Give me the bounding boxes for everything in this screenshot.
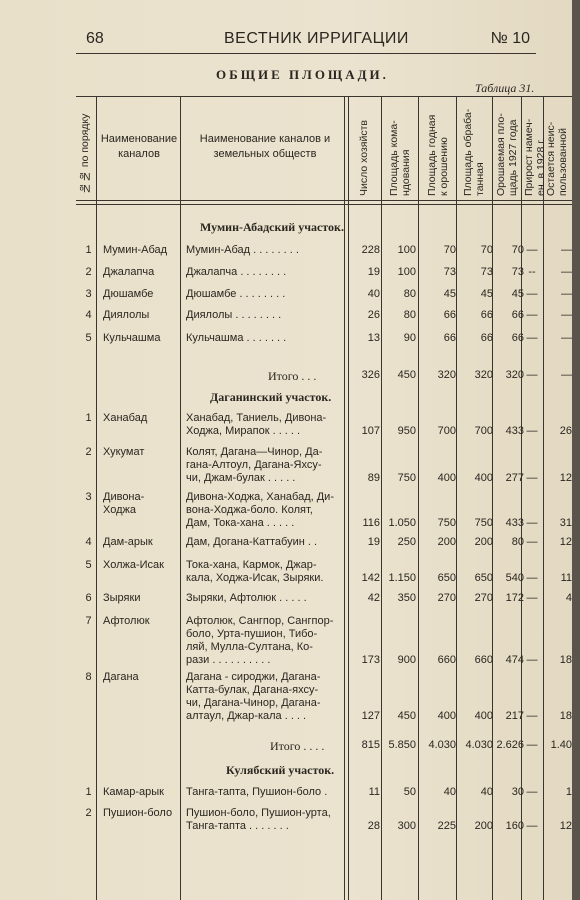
cell-households: 13 (367, 332, 380, 344)
cell-remaining: 18 (559, 710, 572, 722)
cell-area-worked: 66 (480, 309, 493, 321)
row-number: 2 (85, 807, 92, 819)
cell-area-command: 1.050 (388, 517, 416, 529)
society-names: Ханабад, Таниель, Дивона- Ходжа, Мирапок . . . . . (186, 412, 327, 437)
cell-increase-1928: — (526, 592, 538, 604)
total-cell-remaining: — (561, 369, 572, 381)
row-number: 2 (85, 446, 92, 458)
cell-households: 11 (368, 786, 380, 798)
col-header-remaining: Остается неис- пользованной (545, 121, 569, 196)
col-rule (381, 96, 382, 900)
total-cell-area-command: 450 (397, 369, 416, 381)
total-cell-irrigated-1927: 320 (505, 369, 524, 381)
society-names: Пушион-боло, Пушион-урта, Танга-тапта . . . . . . . (186, 807, 331, 832)
col-header-societies: Наименование каналов и земельных обществ (199, 133, 331, 161)
cell-area-fit: 400 (437, 472, 456, 484)
cell-area-worked: 660 (474, 654, 493, 666)
cell-remaining: 12 (559, 820, 572, 832)
cell-area-fit: 700 (437, 425, 456, 437)
cell-area-command: 80 (403, 309, 416, 321)
cell-increase-1928: — (526, 710, 538, 722)
cell-area-fit: 66 (443, 332, 456, 344)
total-cell-increase-1928: — (526, 369, 538, 381)
cell-households: 228 (361, 244, 380, 256)
cell-households: 19 (367, 536, 380, 548)
cell-area-worked: 45 (480, 288, 493, 300)
cell-area-fit: 750 (437, 517, 456, 529)
col-rule (418, 96, 419, 900)
cell-area-fit: 66 (443, 309, 456, 321)
cell-area-command: 750 (397, 472, 416, 484)
cell-area-worked: 650 (474, 572, 493, 584)
total-cell-households: 326 (361, 369, 380, 381)
cell-area-worked: 40 (480, 786, 493, 798)
cell-irrigated-1927: 66 (511, 309, 524, 321)
cell-remaining: — (561, 288, 572, 300)
cell-increase-1928: -- (528, 266, 536, 278)
cell-area-command: 250 (397, 536, 416, 548)
total-cell-area-fit: 4.030 (428, 739, 456, 751)
col-header-increase-1928: Прирост намеч- ен. в 1928 г. (523, 118, 547, 196)
cell-increase-1928: — (526, 820, 538, 832)
society-names: Афтолюк, Сангпор, Сангпор- боло, Урта-пушион, Тибо- ляй, Мулла-Султана, Ко- рази . . . . . . . . . . (186, 615, 334, 666)
col-rule (180, 96, 181, 900)
cell-increase-1928: — (526, 472, 538, 484)
cell-remaining: 12 (559, 536, 572, 548)
cell-irrigated-1927: 217 (505, 710, 524, 722)
canal-name: Джалапча (103, 266, 155, 278)
cell-increase-1928: — (526, 536, 538, 548)
cell-area-fit: 225 (437, 820, 456, 832)
total-cell-households: 815 (361, 739, 380, 751)
cell-remaining: 18 (559, 654, 572, 666)
canal-name: Дивона- Ходжа (103, 491, 145, 516)
cell-area-command: 350 (397, 592, 416, 604)
cell-area-fit: 200 (437, 536, 456, 548)
cell-households: 142 (361, 572, 380, 584)
canal-name: Ханабад (103, 412, 148, 424)
row-number: 5 (85, 559, 92, 571)
canal-name: Пушион-боло (103, 807, 173, 819)
cell-area-worked: 200 (474, 536, 493, 548)
cell-remaining: 11 (560, 572, 572, 584)
cell-area-worked: 400 (474, 710, 493, 722)
row-number: 5 (85, 332, 92, 344)
row-number: 3 (85, 491, 92, 503)
total-label: Итого . . . . (270, 739, 325, 753)
cell-area-command: 100 (397, 244, 416, 256)
row-number: 6 (85, 592, 92, 604)
table-label: Таблица 31. (475, 81, 535, 95)
cell-irrigated-1927: 433 (505, 425, 524, 437)
cell-increase-1928: — (526, 517, 538, 529)
society-names: Кульчашма . . . . . . . (186, 332, 287, 344)
cell-area-fit: 40 (443, 786, 456, 798)
cell-increase-1928: — (526, 309, 538, 321)
col-rule (521, 96, 522, 900)
canal-name: Афтолюк (103, 615, 150, 627)
cell-irrigated-1927: 540 (505, 572, 524, 584)
cell-remaining: — (561, 266, 572, 278)
cell-area-worked: 700 (474, 425, 493, 437)
canal-name: Камар-арык (103, 786, 164, 798)
col-rule (456, 96, 457, 900)
society-names: Диялолы . . . . . . . . (186, 309, 282, 321)
canal-name: Хукумат (103, 446, 145, 458)
cell-irrigated-1927: 172 (505, 592, 524, 604)
society-names: Дам, Догана-Каттабуин . . (186, 536, 318, 548)
cell-remaining: — (561, 332, 572, 344)
cell-households: 116 (362, 517, 380, 529)
canal-name: Диялолы (103, 309, 150, 321)
col-header-no: №№ по порядку (79, 113, 91, 194)
journal-title: ВЕСТНИК ИРРИГАЦИИ (224, 30, 409, 47)
cell-area-fit: 660 (437, 654, 456, 666)
cell-area-command: 1.150 (388, 572, 416, 584)
society-names: Танга-тапта, Пушион-боло . (186, 786, 328, 798)
cell-area-command: 900 (397, 654, 416, 666)
cell-increase-1928: — (526, 572, 538, 584)
section-title: Мумин-Абадский участок. (200, 220, 344, 234)
cell-irrigated-1927: 80 (511, 536, 524, 548)
table-top-rule (76, 96, 572, 97)
page-edge-shadow (572, 0, 580, 900)
cell-area-worked: 750 (474, 517, 493, 529)
total-cell-increase-1928: — (526, 739, 538, 751)
canal-name: Зыряки (103, 592, 141, 604)
cell-irrigated-1927: 45 (511, 288, 524, 300)
cell-area-command: 100 (397, 266, 416, 278)
total-cell-area-worked: 320 (474, 369, 493, 381)
row-number: 1 (85, 786, 92, 798)
cell-area-command: 300 (397, 820, 416, 832)
col-header-area-worked: Площадь обраба- танная (462, 108, 486, 196)
col-header-area-command: Площадь кома- ндования (388, 120, 412, 196)
cell-irrigated-1927: 433 (505, 517, 524, 529)
cell-remaining: 12 (559, 472, 572, 484)
cell-irrigated-1927: 474 (505, 654, 524, 666)
society-names: Зыряки, Афтолюк . . . . . (186, 592, 307, 604)
cell-increase-1928: — (526, 654, 538, 666)
total-cell-area-worked: 4.030 (465, 739, 493, 751)
cell-households: 173 (361, 654, 380, 666)
row-number: 4 (85, 309, 92, 321)
canal-name: Дам-арык (103, 536, 153, 548)
cell-area-fit: 650 (437, 572, 456, 584)
cell-irrigated-1927: 30 (511, 786, 524, 798)
total-cell-remaining: 1.40 (550, 739, 572, 751)
total-cell-area-command: 5.850 (388, 739, 416, 751)
row-number: 2 (85, 266, 92, 278)
cell-irrigated-1927: 70 (511, 244, 524, 256)
cell-irrigated-1927: 277 (505, 472, 524, 484)
canal-name: Дюшамбе (103, 288, 154, 300)
col-header-canals: Наименование каналов (100, 133, 178, 161)
canal-name: Дагана (103, 671, 139, 683)
total-cell-area-fit: 320 (437, 369, 456, 381)
cell-remaining: 1 (565, 786, 572, 798)
cell-households: 127 (361, 710, 380, 722)
page-number: 68 (86, 30, 104, 47)
society-names: Мумин-Абад . . . . . . . . (186, 244, 299, 256)
col-header-irrigated-1927: Орошаемая пло- щадь 1927 года (495, 113, 519, 196)
cell-area-fit: 270 (437, 592, 456, 604)
cell-increase-1928: — (526, 786, 538, 798)
cell-area-worked: 73 (480, 266, 493, 278)
total-label: Итого . . . (268, 369, 317, 383)
cell-remaining: — (561, 309, 572, 321)
row-number: 4 (85, 536, 92, 548)
section-title: Даганинский участок. (210, 390, 332, 404)
col-rule (492, 96, 493, 900)
cell-households: 40 (367, 288, 380, 300)
canal-name: Мумин-Абад (103, 244, 168, 256)
header-rule (76, 53, 536, 54)
cell-households: 107 (361, 425, 380, 437)
col-header-area-fit: Площадь годная к орошению (426, 114, 450, 196)
society-names: Дагана - сироджи, Дагана- Катта-булак, Дагана-яхсу- чи, Дагана-Чинор, Дагана- алтаул, Джар-кала . . . . (186, 671, 321, 722)
cell-area-fit: 400 (437, 710, 456, 722)
cell-area-command: 950 (397, 425, 416, 437)
section-title: Кулябский участок. (226, 763, 335, 777)
cell-remaining: — (561, 244, 572, 256)
society-names: Дюшамбе . . . . . . . . (186, 288, 286, 300)
cell-irrigated-1927: 66 (511, 332, 524, 344)
cell-increase-1928: — (526, 425, 538, 437)
cell-area-fit: 45 (443, 288, 456, 300)
cell-households: 89 (367, 472, 380, 484)
canal-name: Кульчашма (103, 332, 161, 344)
cell-increase-1928: — (526, 244, 538, 256)
cell-area-worked: 200 (474, 820, 493, 832)
cell-area-fit: 70 (443, 244, 456, 256)
col-header-households: Число хозяйств (358, 120, 370, 196)
cell-increase-1928: — (526, 288, 538, 300)
total-cell-irrigated-1927: 2.626 (496, 739, 524, 751)
row-number: 8 (85, 671, 92, 683)
society-names: Джалапча . . . . . . . . (186, 266, 287, 278)
society-names: Тока-хана, Кармок, Джар- кала, Ходжа-Исак, Зыряки. (186, 559, 324, 584)
cell-area-worked: 70 (480, 244, 493, 256)
table-title: ОБЩИЕ ПЛОЩАДИ. (216, 67, 389, 82)
header-bottom-rule (76, 200, 572, 205)
cell-households: 28 (367, 820, 380, 832)
cell-area-worked: 400 (474, 472, 493, 484)
running-header (74, 30, 536, 52)
cell-area-command: 50 (403, 786, 416, 798)
cell-area-command: 90 (403, 332, 416, 344)
issue-number: № 10 (490, 30, 530, 47)
cell-households: 42 (367, 592, 380, 604)
cell-irrigated-1927: 160 (505, 820, 524, 832)
cell-remaining: 31 (559, 517, 572, 529)
cell-remaining: 4 (565, 592, 572, 604)
cell-households: 19 (367, 266, 380, 278)
row-number: 3 (85, 288, 92, 300)
canal-name: Холжа-Исак (103, 559, 164, 571)
row-number: 1 (85, 244, 92, 256)
col-rule (543, 96, 544, 900)
row-number: 1 (85, 412, 92, 424)
row-number: 7 (85, 615, 92, 627)
cell-irrigated-1927: 73 (511, 266, 524, 278)
cell-area-worked: 270 (474, 592, 493, 604)
society-names: Колят, Дагана—Чинор, Да- гана-Алтоул, Дагана-Яхсу- чи, Джам-булак . . . . . (186, 446, 323, 484)
cell-increase-1928: — (526, 332, 538, 344)
data-table (76, 96, 572, 900)
cell-area-worked: 66 (480, 332, 493, 344)
society-names: Дивона-Ходжа, Ханабад, Ди- вона-Ходжа-боло. Колят, Дам, Тока-хана . . . . . (186, 491, 334, 529)
cell-remaining: 26 (559, 425, 572, 437)
cell-area-command: 450 (397, 710, 416, 722)
cell-households: 26 (367, 309, 380, 321)
cell-area-fit: 73 (443, 266, 456, 278)
cell-area-command: 80 (403, 288, 416, 300)
